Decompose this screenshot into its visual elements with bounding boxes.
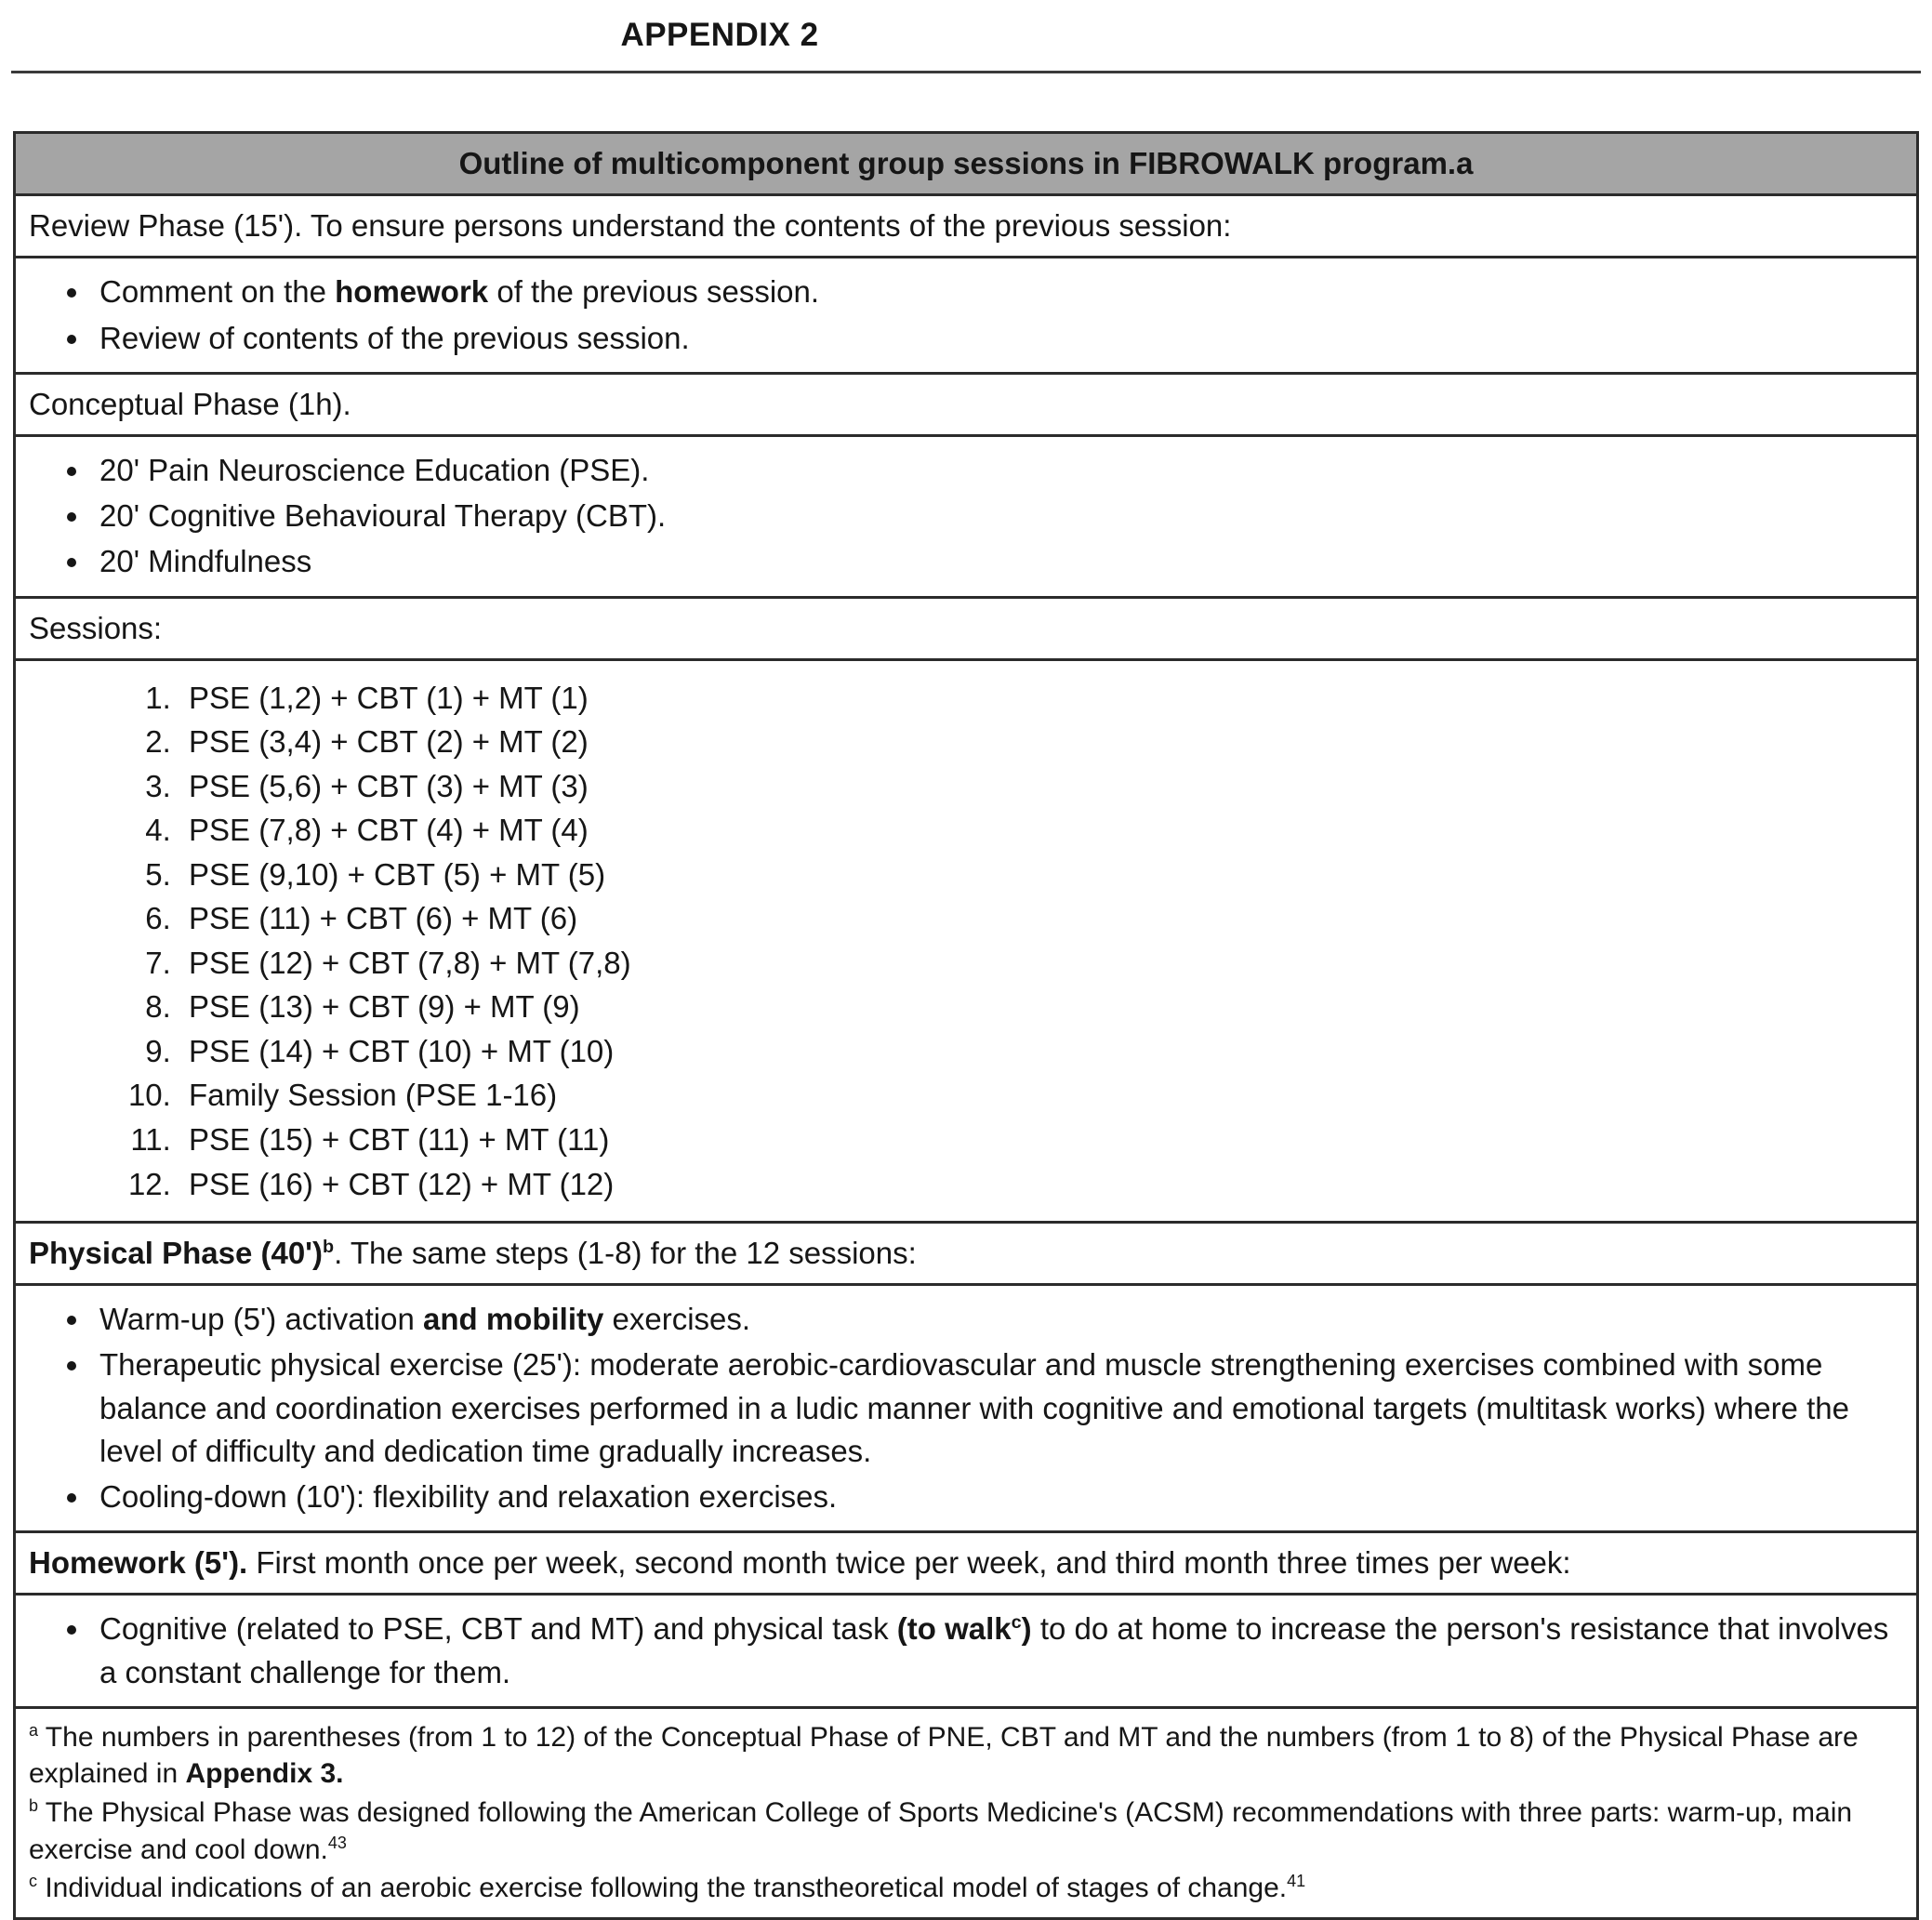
footnote-b: $^b$ The Physical Phase was designed following the American College of Sports Medicine's (ACSM) recommendations with three parts: warm-up, main exercise and cool down.$^{43}$ xyxy=(29,1795,1853,1865)
review-bullets-cell xyxy=(15,258,1918,373)
homework-bullets-row xyxy=(15,1595,1918,1707)
sessions-label-row xyxy=(15,597,1918,659)
sessions-label: Sessions: xyxy=(15,597,1918,659)
session-item: 2. PSE (3,4) + CBT (2) + MT (2) xyxy=(179,721,1903,763)
homework-bullet-list xyxy=(29,1608,1903,1693)
session-item: 12. PSE (16) + CBT (12) + MT (12) xyxy=(179,1163,1903,1206)
footnotes-cell xyxy=(15,1707,1918,1918)
physical-phase-label: Physical Phase $(40')^b$. The same steps (1-8) for the 12 sessions: xyxy=(15,1223,1918,1285)
conceptual-bullets-row xyxy=(15,435,1918,597)
sessions-list xyxy=(29,677,1903,1205)
list-item: • 20' Cognitive Behavioural Therapy (CBT). xyxy=(92,495,1903,537)
review-phase-label: Review Phase (15'). To ensure persons understand the contents of the previous session: xyxy=(15,195,1918,258)
session-item: 4. PSE (7,8) + CBT (4) + MT (4) xyxy=(179,809,1903,852)
session-item: 11. PSE (15) + CBT (11) + MT (11) xyxy=(179,1119,1903,1161)
homework-bullets-cell xyxy=(15,1595,1918,1707)
page-title: APPENDIX 2 xyxy=(620,17,819,53)
list-item: • 20' Mindfulness xyxy=(92,540,1903,583)
session-item: 9. PSE (14) + CBT (10) + MT (10) xyxy=(179,1030,1903,1073)
physical-bullets-cell xyxy=(15,1285,1918,1532)
footnote-a: $^a$ The numbers in parentheses (from 1 to 12) of the Conceptual Phase of PNE, CBT and MT and the numbers (from 1 to 8) of the Physical Phase are explained in Appendix 3. xyxy=(29,1720,1859,1790)
list-item: • Review of contents of the previous session. xyxy=(92,317,1903,360)
session-item: 10. Family Session (PSE 1-16) xyxy=(179,1074,1903,1117)
footnotes-row xyxy=(15,1707,1918,1918)
physical-bullets-row xyxy=(15,1285,1918,1532)
list-item: • Warm-up (5') activation and mobility exercises. xyxy=(92,1298,1903,1341)
list-item: • 20' Pain Neuroscience Education (PSE). xyxy=(92,449,1903,492)
list-item: • Cooling-down (10'): flexibility and relaxation exercises. xyxy=(92,1476,1903,1518)
session-item: 1. PSE (1,2) + CBT (1) + MT (1) xyxy=(179,677,1903,720)
review-bullets-row xyxy=(15,258,1918,373)
table-header: Outline of multicomponent group sessions in FIBROWALK program.a xyxy=(15,133,1918,195)
conceptual-bullet-list xyxy=(29,449,1903,584)
session-item: 3. PSE (5,6) + CBT (3) + MT (3) xyxy=(179,765,1903,808)
conceptual-phase-row xyxy=(15,373,1918,435)
physical-phase-row xyxy=(15,1223,1918,1285)
list-item: • Comment on the homework of the previous session. xyxy=(92,271,1903,313)
table-header-row xyxy=(15,133,1918,195)
session-item: 5. PSE (9,10) + CBT (5) + MT (5) xyxy=(179,854,1903,896)
review-bullet-list xyxy=(29,271,1903,359)
sessions-list-cell xyxy=(15,659,1918,1222)
conceptual-phase-label: Conceptual Phase (1h). xyxy=(15,373,1918,435)
title-divider xyxy=(11,71,1921,73)
review-phase-row xyxy=(15,195,1918,258)
session-item: 6. PSE (11) + CBT (6) + MT (6) xyxy=(179,897,1903,940)
list-item: • Therapeutic physical exercise (25'): moderate aerobic-cardiovascular and muscle strengthening exercises combined with some balance and coordination exercises performed in a ludic manner with cognitive and emotional targets (multitask works) where the level of difficulty and dedication time gradually increases. xyxy=(92,1344,1903,1473)
sessions-list-row xyxy=(15,659,1918,1222)
physical-bullet-list xyxy=(29,1298,1903,1518)
footnote-c: $^c$ Individual indications of an aerobic exercise following the transtheoretical model of stages of change.$^{41}$ xyxy=(29,1872,1306,1904)
list-item: • Cognitive (related to PSE, CBT and MT) and physical task (to walk$^c$) to do at home to increase the person's resistance that involves a constant challenge for them. xyxy=(92,1608,1903,1693)
homework-row xyxy=(15,1532,1918,1595)
session-item: 7. PSE (12) + CBT (7,8) + MT (7,8) xyxy=(179,942,1903,985)
fibrowalk-outline-table xyxy=(13,131,1919,1920)
session-item: 8. PSE (13) + CBT (9) + MT (9) xyxy=(179,986,1903,1028)
homework-label: Homework (5'). First month once per week, second month twice per week, and third month three times per week: xyxy=(15,1532,1918,1595)
conceptual-bullets-cell xyxy=(15,435,1918,597)
